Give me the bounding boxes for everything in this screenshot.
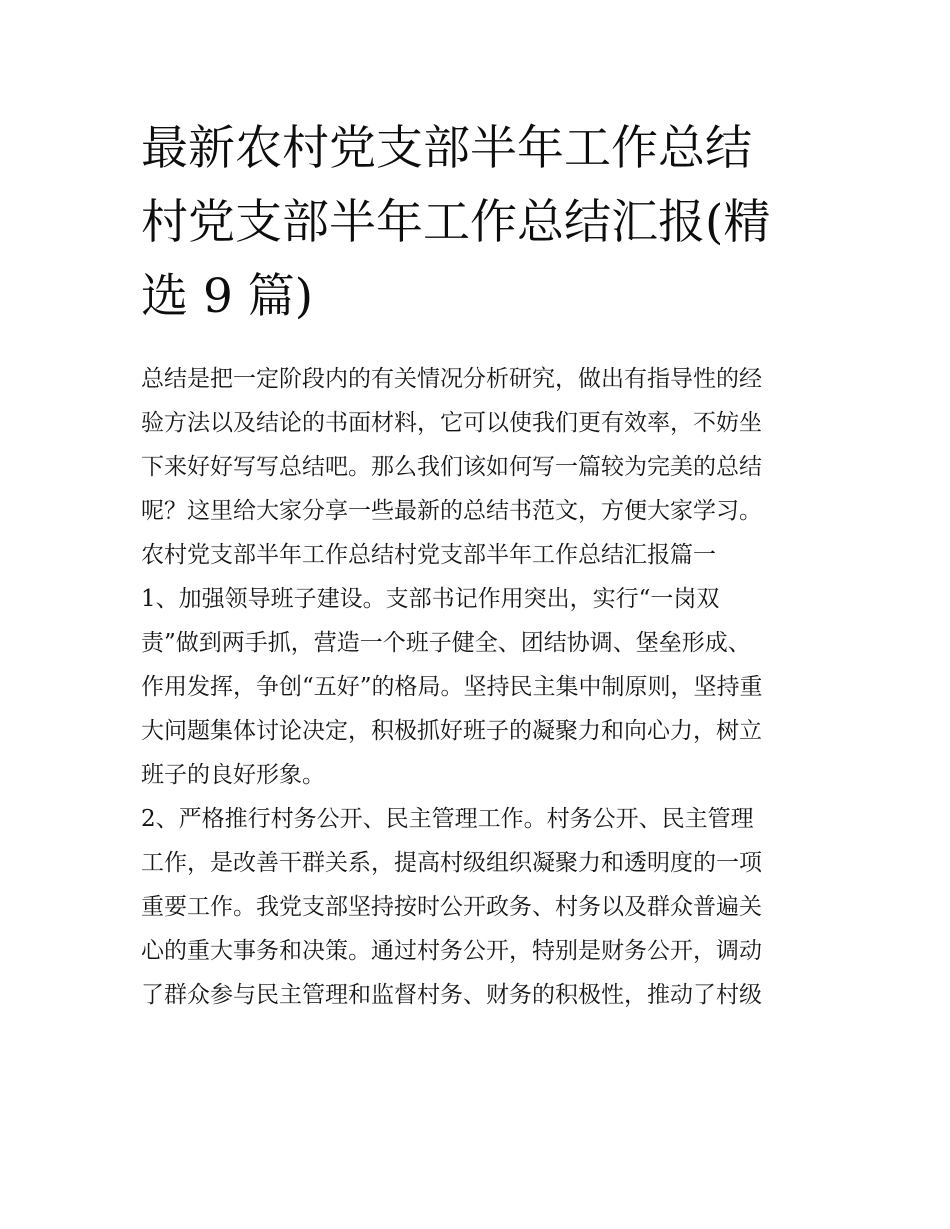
text-line: 2、严格推行村务公开、民主管理工作。村务公开、民主管理	[141, 806, 754, 832]
text-line: 总结是把一定阶段内的有关情况分析研究，做出有指导性的经	[141, 366, 762, 392]
text-line: 了群众参与民主管理和监督村务、财务的积极性，推动了村级	[141, 982, 762, 1008]
text-line: 重要工作。我党支部坚持按时公开政务、村务以及群众普遍关	[141, 894, 762, 920]
text-line: 验方法以及结论的书面材料，它可以使我们更有效率，不妨坐	[141, 410, 762, 436]
item-1-paragraph	[141, 577, 821, 797]
text-line: 班子的良好形象。	[141, 762, 325, 788]
text-line: 大问题集体讨论决定，积极抓好班子的凝聚力和向心力，树立	[141, 718, 762, 744]
title-line: 最新农村党支部半年工作总结	[141, 121, 752, 176]
document-body	[141, 357, 821, 1017]
section-heading	[141, 533, 821, 577]
text-line: 责”做到两手抓，营造一个班子健全、团结协调、堡垒形成、	[141, 630, 751, 656]
intro-paragraph	[141, 357, 821, 533]
text-line: 工作，是改善干群关系，提高村级组织凝聚力和透明度的一项	[141, 850, 762, 876]
document-title	[141, 112, 821, 334]
title-line: 选 9 篇)	[141, 269, 314, 324]
text-line: 农村党支部半年工作总结村党支部半年工作总结汇报篇一	[141, 542, 716, 568]
text-line: 心的重大事务和决策。通过村务公开，特别是财务公开，调动	[141, 938, 762, 964]
text-line: 1、加强领导班子建设。支部书记作用突出，实行“一岗双	[141, 586, 720, 612]
text-line: 下来好好写写总结吧。那么我们该如何写一篇较为完美的总结	[141, 454, 762, 480]
text-line: 呢？这里给大家分享一些最新的总结书范文，方便大家学习。	[141, 498, 762, 524]
title-line: 村党支部半年工作总结汇报(精	[141, 195, 771, 250]
text-line: 作用发挥，争创“五好”的格局。坚持民主集中制原则，坚持重	[141, 674, 763, 700]
item-2-paragraph	[141, 797, 821, 1017]
